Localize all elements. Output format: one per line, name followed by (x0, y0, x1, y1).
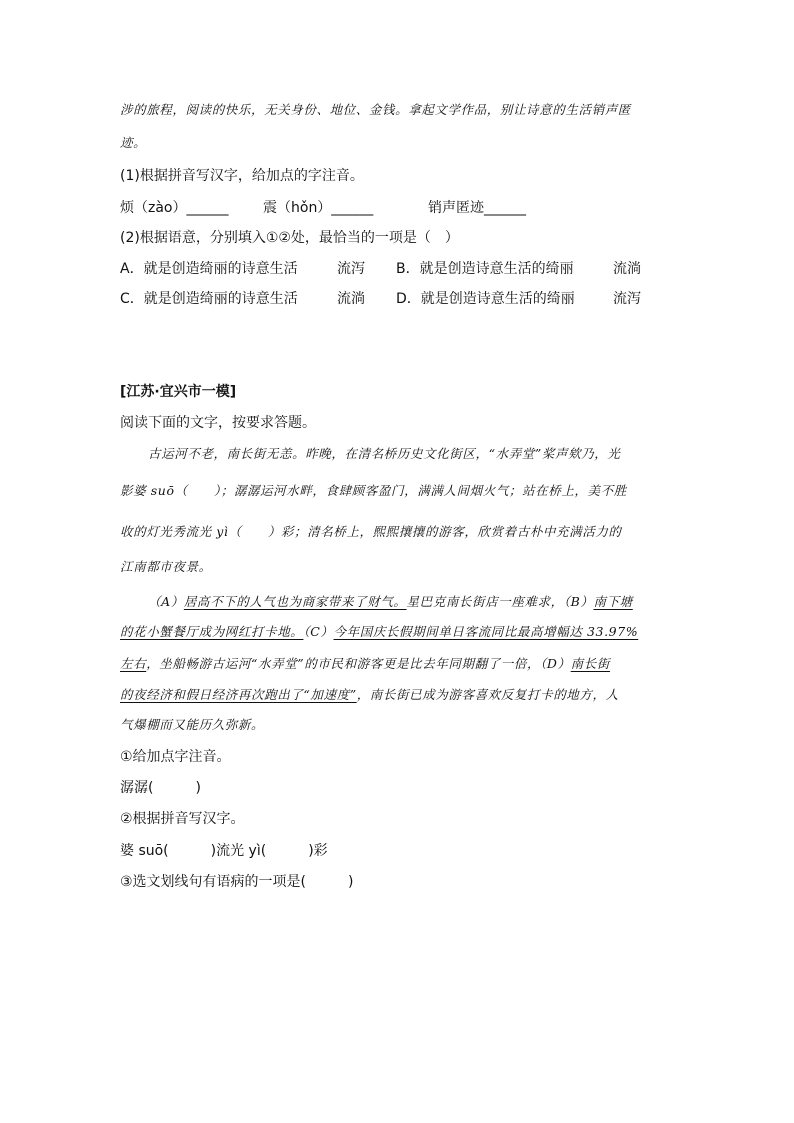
sentence-b-start: 南下塘 (593, 594, 633, 609)
paragraph-2-text: ，南长街已成为游客喜欢反复打卡的地方，人 (356, 687, 619, 702)
question-1-item-2: 震（hǒn）______ (263, 200, 374, 216)
option-b-label: B．就是创造诗意生活的绮丽 (396, 261, 574, 277)
sentence-c-end: 左右 (120, 656, 147, 671)
subquestion-1: ①给加点字注音。 (120, 749, 231, 765)
option-b-word: 流淌 (613, 261, 641, 277)
sentence-b-end: 的花小蟹餐厅成为网红打卡地。 (120, 624, 304, 639)
paragraph-1-line-1: 古运河不老，南长街无恙。昨晚，在清名桥历史文化街区，“水弄堂”桨声欸乃，光 (148, 446, 621, 461)
subquestion-1-item: 潺潺( ) (120, 780, 201, 796)
paragraph-1-line-2: 影婆 suō（ ）；潺潺运河水畔，食肆顾客盈门，满满人间烟火气；站在桥上，美不胜 (120, 483, 627, 498)
sentence-d-end: 的夜经济和假日经济再次跑出了“加速度” (120, 687, 357, 702)
subquestion-3: ③选文划线句有语病的一项是( ) (120, 874, 354, 890)
paragraph-1-line-4: 江南都市夜景。 (120, 559, 212, 574)
paragraph-2-line-4 (120, 689, 619, 702)
paragraph-2-line-2 (120, 626, 638, 639)
sentence-d-start: 南长街 (570, 656, 610, 671)
source-heading: [江苏·宜兴市一模] (120, 384, 237, 400)
option-a-word: 流泻 (337, 261, 365, 277)
paragraph-2-text: 星巴克南长街店一座难求，（B） (406, 594, 594, 609)
option-c-label: C．就是创造绮丽的诗意生活 (120, 291, 298, 307)
option-d-word: 流泻 (613, 291, 641, 307)
sentence-c: 今年国庆长假期间单日客流同比最高增幅达 33.97% (333, 624, 639, 639)
passage-end-line-2: 迹。 (120, 135, 147, 150)
subquestion-2: ②根据拼音写汉字。 (120, 811, 245, 827)
paragraph-2-line-1 (148, 596, 633, 609)
option-a-label: A．就是创造绮丽的诗意生活 (120, 261, 298, 277)
question-1-item-1: 烦（zào）______ (120, 200, 229, 216)
paragraph-2-line-5: 气爆棚而又能历久弥新。 (120, 717, 265, 732)
paragraph-2-line-3 (120, 658, 610, 671)
sentence-a-label: （A） (148, 594, 184, 609)
instruction: 阅读下面的文字，按要求答题。 (120, 415, 316, 431)
question-2-prompt: (2)根据语意，分别填入①②处，最恰当的一项是（ ） (120, 230, 459, 246)
subquestion-2-item: 婆 suō( )流光 yì( )彩 (120, 843, 328, 859)
option-c-word: 流淌 (337, 291, 365, 307)
sentence-c-label: （C） (303, 624, 334, 639)
sentence-a: 居高不下的人气也为商家带来了财气。 (183, 594, 407, 609)
question-1-item-3: 销声匿迹______ (428, 200, 526, 216)
option-d-label: D．就是创造诗意生活的绮丽 (396, 291, 575, 307)
paragraph-1-line-3: 收的灯光秀流光 yì（ ）彩；清名桥上，熙熙攘攘的游客，欣赏着古朴中充满活力的 (120, 524, 622, 539)
paragraph-2-text: ，坐船畅游古运河“水弄堂”的市民和游客更是比去年同期翻了一倍，（D） (146, 656, 571, 671)
passage-end-line-1: 涉的旅程，阅读的快乐，无关身份、地位、金钱。拿起文学作品，别让诗意的生活销声匿 (120, 102, 631, 117)
question-1-prompt: (1)根据拼音写汉字，给加点的字注音。 (120, 168, 364, 184)
